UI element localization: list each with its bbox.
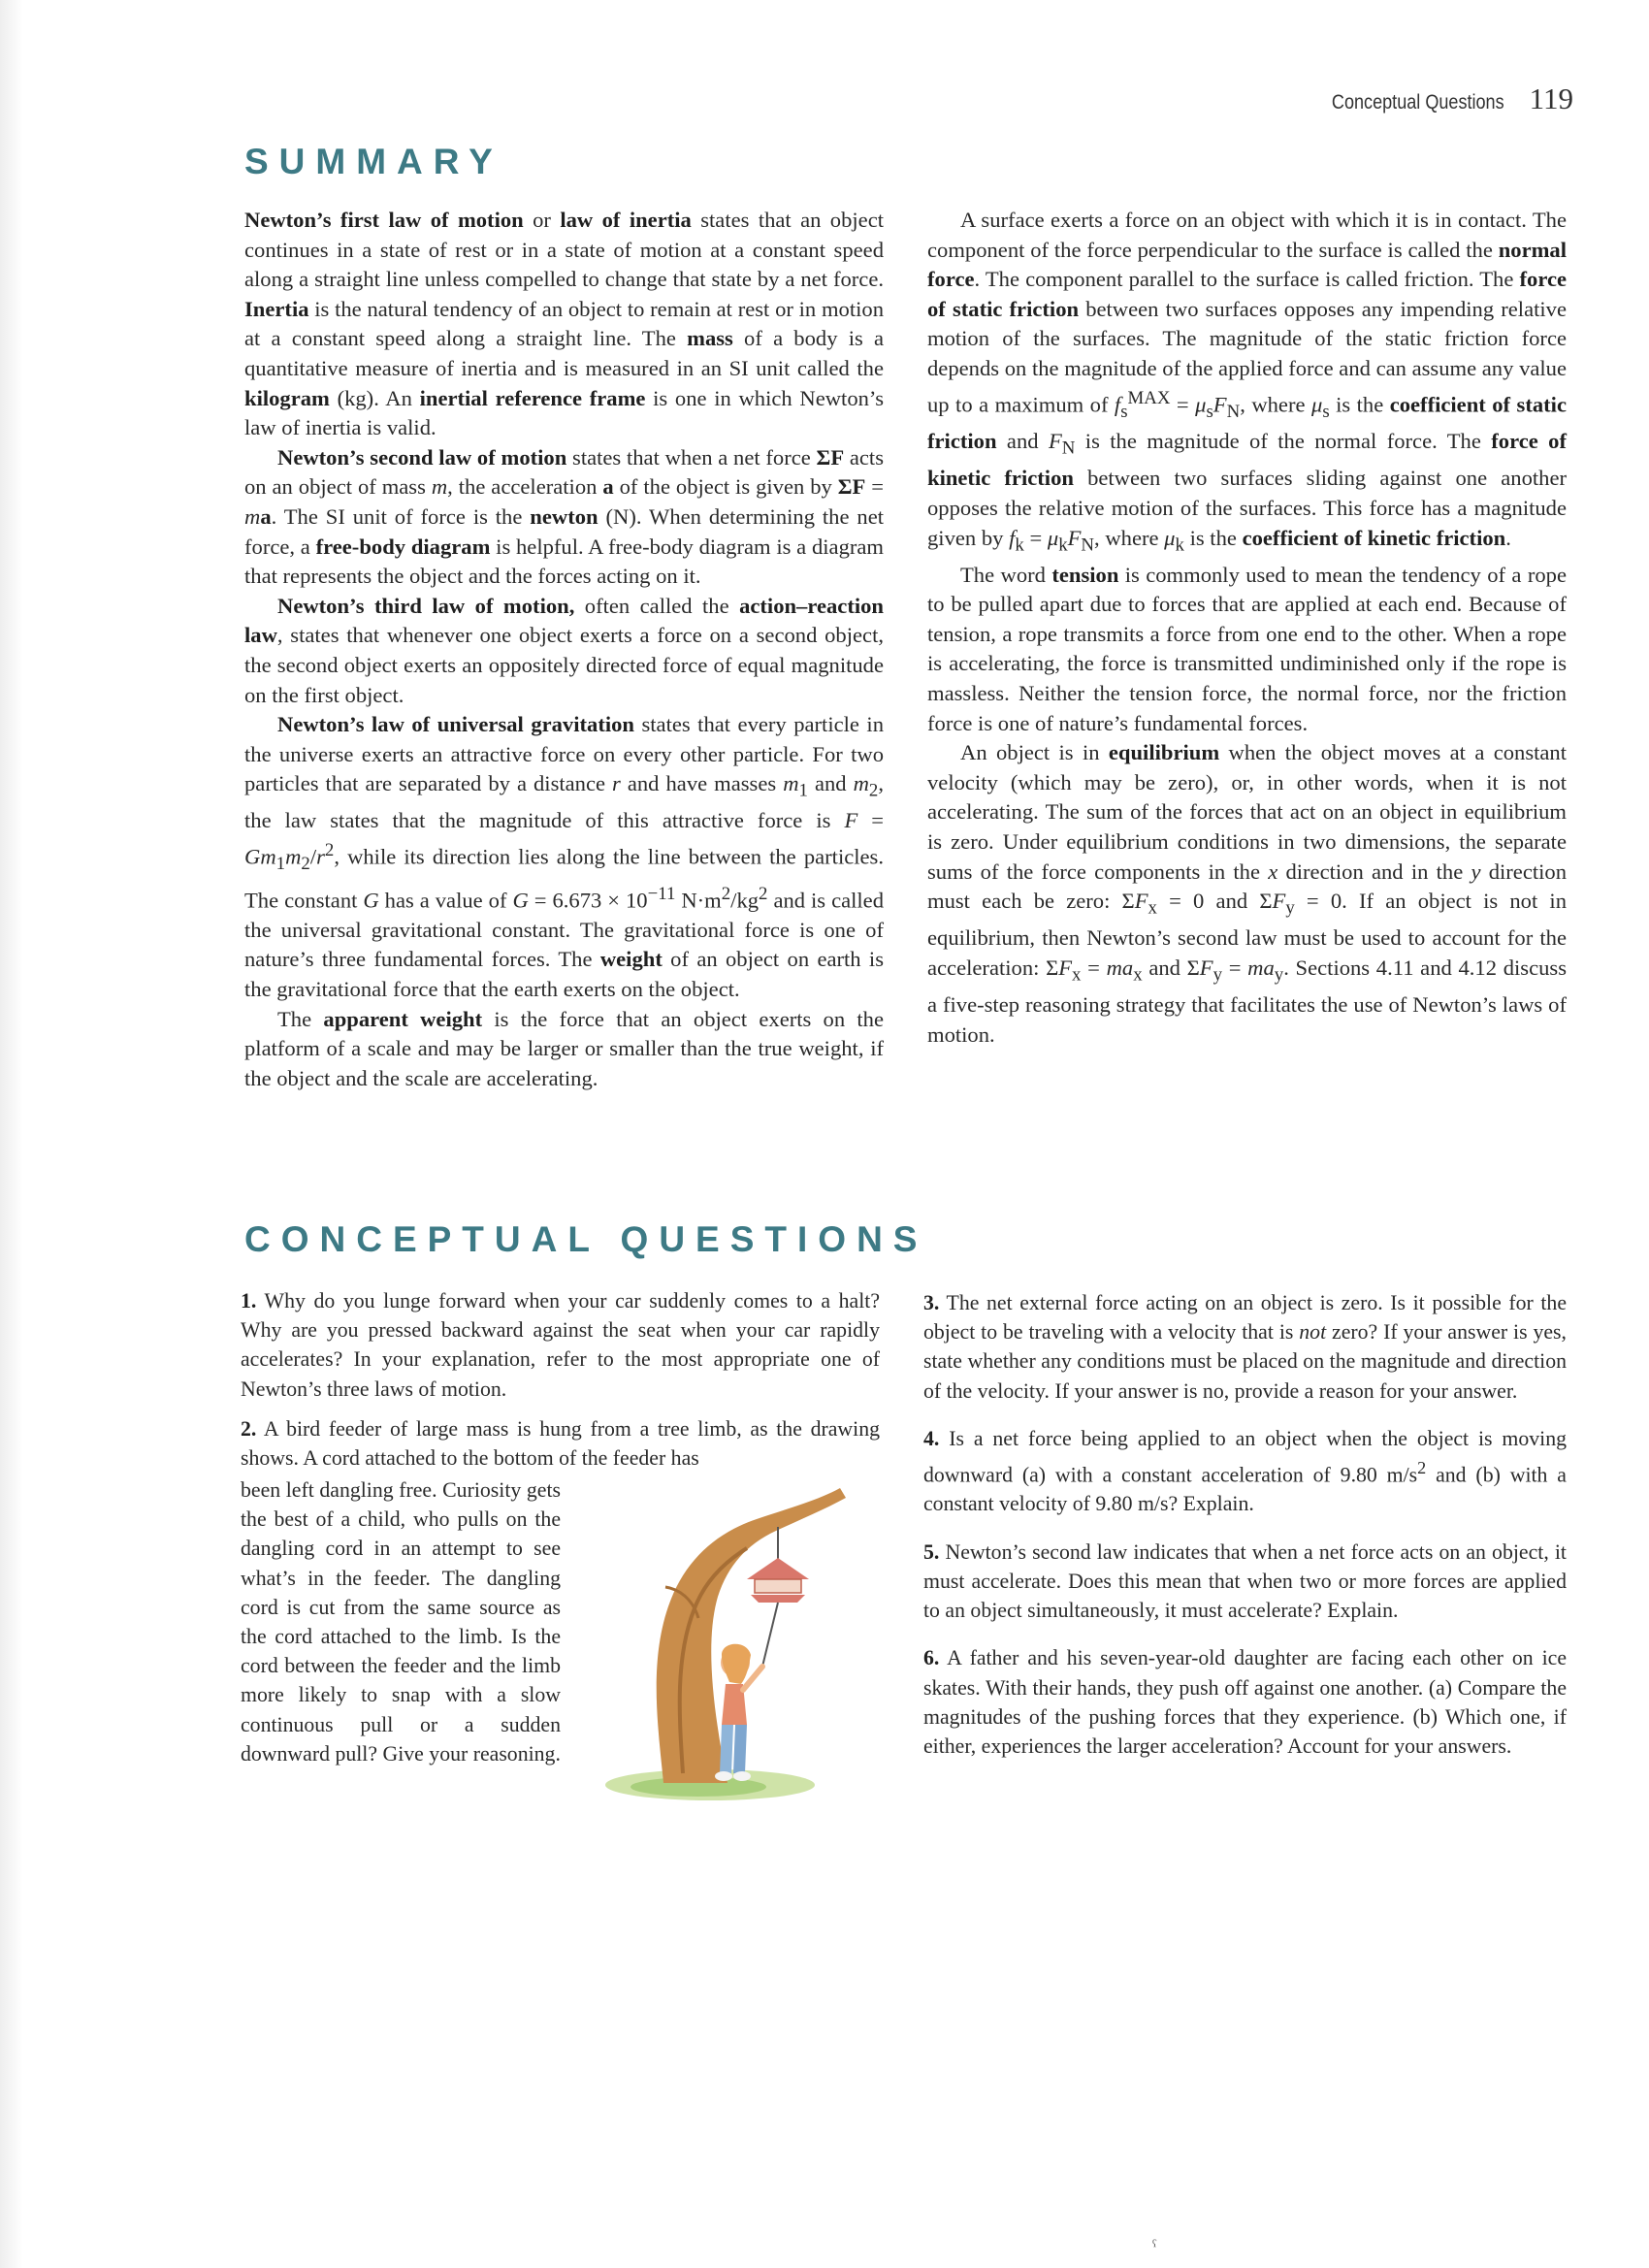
summary-paragraph: A surface exerts a force on an object with which it is in contact. The component of the force perpendicular to the surface is called the normal force. The component parallel to the surface is called friction. The force of static friction between two surfaces opposes any impending relative motion of the surfaces. The magnitude of the static friction force depends on the magnitude of the applied force and can assume any value up to a maximum of $f_s^{MAX} = \mu_sF_N$, where $\mu_s$ is the coefficient of static friction and $F_N$ is the magnitude of the normal force. The force of kinetic friction between two surfaces sliding against one another opposes the relative motion of the surfaces. This force has a magnitude given by $f_k = \mu_kF_N$, where $\mu_k$ is the coefficient of kinetic friction.: [927, 208, 1568, 556]
question-2-wrapped-text: [241, 1475, 561, 1768]
summary-left-column: [244, 206, 884, 1093]
scan-mark: ˁ: [1152, 2236, 1157, 2255]
summary-right-column: [927, 206, 1567, 1050]
summary-paragraph: Newton’s law of universal gravitation states that every particle in the universe exerts an attractive force on every other particle. For two particles that are separated by a distance r and have masses $m_1$ and $m_2$, the law states that the magnitude of this attractive force is $F = Gm_1m_2/r^2$, while its direction lies along the line between the particles. The constant G has a value of $G = 6.673 \times 10^{-11}$ $N\cdot m^2/kg^2$ and is called the universal gravitational constant. The gravitational force is one of nature’s three fundamental forces. The weight of an object on earth is the gravitational force that the earth exerts on the object.: [244, 712, 885, 1001]
question-5: 5. Newton’s second law indicates that when a net force acts on an object, it must accelerate. Does this mean that when two or more forces are applied to an object simultaneously, it must accelerate? Explain.: [923, 1539, 1567, 1623]
question-2-lead: 2. A bird feeder of large mass is hung from a tree limb, as the drawing shows. A cord attached to the bottom of the feeder has: [241, 1416, 880, 1471]
summary-paragraph: Newton’s first law of motion or law of inertia states that an object continues in a state of rest or in a state of motion at a constant speed along a straight line unless compelled to change that state by a net force. Inertia is the natural tendency of an object to remain at rest or in motion at a constant speed along a straight line. The mass of a body is a quantitative measure of inertia and is measured in an SI unit called the kilogram (kg). An inertial reference frame is one in which Newton’s law of inertia is valid.: [244, 208, 885, 440]
summary-paragraph: The word tension is commonly used to mean the tendency of a rope to be pulled apart due to forces that are applied at each end. Because of tension, a rope transmits a force from one end to the other. When a rope is accelerating, the force is transmitted undiminished only if the rope is massless. Neither the tension force, the normal force, nor the friction force is one of nature’s fundamental forces.: [927, 562, 1567, 735]
running-head: [1304, 81, 1573, 116]
child-figure: [715, 1644, 762, 1781]
question-6: 6. A father and his seven-year-old daughter are facing each other on ice skates. With their hands, they push off against one another. (a) Compare the magnitudes of the pushing forces that they experience. (b) Which one, if either, experiences the larger acceleration? Account for your answers.: [923, 1646, 1567, 1758]
summary-paragraph: Newton’s third law of motion, often called the action–reaction law, states that whenever one object exerts a force on a second object, the second object exerts an oppositely directed force of equal magnitude on the first object.: [244, 593, 884, 707]
summary-heading: SUMMARY: [244, 142, 503, 181]
summary-paragraph: The apparent weight is the force that an object exerts on the platform of a scale and may be larger or smaller than the true weight, if the object and the scale are accelerating.: [244, 1006, 885, 1090]
bird-feeder: [747, 1558, 809, 1603]
question-1: 1. Why do you lunge forward when your car suddenly comes to a halt? Why are you pressed backward against the seat when your car rapidly accelerates? In your explanation, refer to the most appropriate one of Newton’s three laws of motion.: [241, 1289, 880, 1401]
question-4: 4. Is a net force being applied to an object when the object is moving downward (a) with a constant acceleration of 9.80 $m/s^2$ and (b) with a constant velocity of 9.80 m/s? Explain.: [923, 1426, 1567, 1516]
dangling-cord: [762, 1603, 778, 1667]
questions-right-column: [923, 1288, 1567, 1771]
conceptual-questions-heading: CONCEPTUAL QUESTIONS: [244, 1219, 928, 1259]
running-head-title: Conceptual Questions: [1331, 91, 1504, 113]
question-3: 3. The net external force acting on an object is zero. Is it possible for the object to be traveling with a velocity that is not zero? If your answer is yes, state whether any conditions must be placed on the magnitude and direction of the velocity. If your answer is no, provide a reason for your answer.: [923, 1291, 1567, 1403]
summary-paragraph: Newton’s second law of motion states that when a net force ΣF acts on an object of mass m, the acceleration a of the object is given by ΣF = ma. The SI unit of force is the newton (N). When determining the net force, a free-body diagram is helpful. A free-body diagram is a diagram that represents the object and the forces acting on it.: [244, 444, 885, 589]
bird-feeder-illustration: [601, 1482, 854, 1802]
question-2-continued: been left dangling free. Curiosity gets the best of a child, who pulls on the dangling cord in an attempt to see what’s in the feeder. The dangling cord is cut from the same source as the cord attached to the limb. Is the cord between the feeder and the limb more likely to snap with a slow continuous pull or a sudden downward pull? Give your reasoning.: [241, 1478, 561, 1766]
page-number: 119: [1529, 81, 1573, 115]
summary-paragraph: An object is in equilibrium when the object moves at a constant velocity (which may be zero), or, in other words, when it is not accelerating. The sum of the forces that act on an object in equilibrium is zero. Under equilibrium conditions in two dimensions, the separate sums of the force components in the x direction and in the y direction must each be zero: $\Sigma F_x = 0$ and $\Sigma F_y = 0$. If an object is not in equilibrium, then Newton’s second law must be used to account for the acceleration: $\Sigma F_x = ma_x$ and $\Sigma F_y = ma_y$. Sections 4.11 and 4.12 discuss a five-step reasoning strategy that facilitates the use of Newton’s laws of motion.: [927, 740, 1568, 1047]
questions-left-column: [241, 1286, 880, 1473]
tree-trunk: [657, 1488, 846, 1783]
scan-edge-shadow: [0, 0, 23, 2268]
